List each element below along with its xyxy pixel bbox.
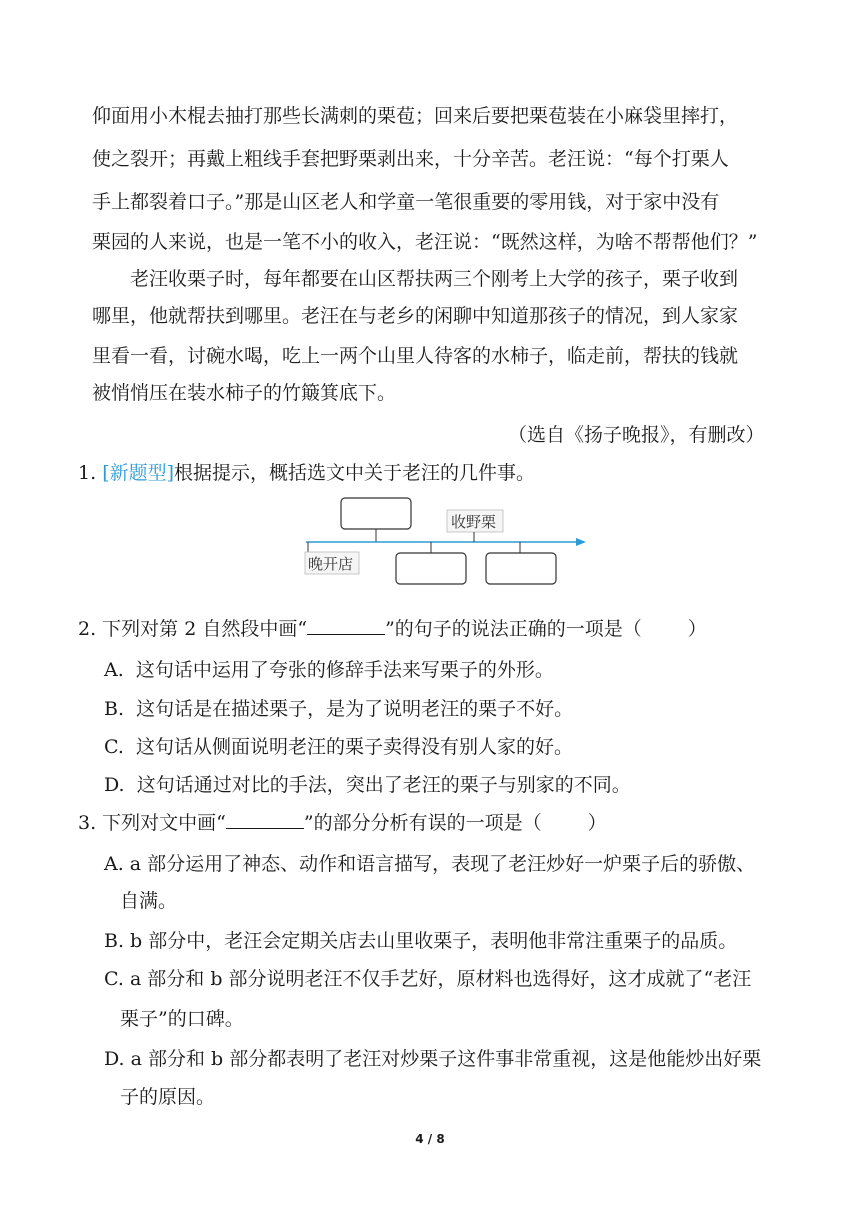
option-d-continued: 子的原因。 <box>120 1086 216 1108</box>
option-c-continued: 栗子”的口碑。 <box>120 1008 244 1030</box>
passage-line: 仰面用小木棍去抽打那些长满刺的栗苞；回来后要把栗苞装在小麻袋里摔打， <box>92 105 739 127</box>
question-1 <box>78 460 535 486</box>
passage-line: 栗园的人来说，也是一笔不小的收入，老汪说：“既然这样，为啥不帮帮他们？” <box>92 231 758 253</box>
option-a[interactable]: A. a 部分运用了神态、动作和语言描写，表现了老汪炒好一炉栗子后的骄傲、 <box>104 853 756 875</box>
passage-line: 里看一看，讨碗水喝，吃上一两个山里人待客的水柿子，临走前，帮扶的钱就 <box>92 345 739 367</box>
question-text: 2. 下列对第 2 自然段中画“ <box>78 618 308 640</box>
question-3: 3. 下列对文中画“ ”的部分分析有误的一项是（ ） <box>78 812 607 834</box>
timeline-label-left: 晚开店 <box>308 555 354 573</box>
passage-line: 使之裂开；再戴上粗线手套把野栗剥出来，十分辛苦。老汪说：“每个打栗人 <box>92 148 729 170</box>
option-c[interactable]: C. a 部分和 b 部分说明老汪不仅手艺好，原材料也选得好，这才成就了“老汪 <box>104 968 752 990</box>
answer-box-bottom-2[interactable] <box>486 553 556 584</box>
option-c[interactable]: C. 这句话从侧面说明老汪的栗子卖得没有别人家的好。 <box>104 736 574 758</box>
option-a-continued: 自满。 <box>120 890 178 912</box>
question-text: ”的部分分析有误的一项是（ <box>303 812 542 834</box>
passage-line: 老汪收栗子时，每年都要在山区帮扶两三个刚考上大学的孩子，栗子收到 <box>130 268 739 290</box>
new-type-tag: [新题型] <box>102 462 175 484</box>
timeline-arrow-icon <box>576 538 586 546</box>
underline-blank <box>307 616 385 635</box>
option-b[interactable]: B. 这句话是在描述栗子，是为了说明老汪的栗子不好。 <box>104 698 574 720</box>
option-a[interactable]: A. 这句话中运用了夸张的修辞手法来写栗子的外形。 <box>104 659 554 681</box>
passage-line: 手上都裂着口子。”那是山区老人和学童一笔很重要的零用钱，对于家中没有 <box>92 191 720 213</box>
timeline-label-right: 收野栗 <box>451 513 497 531</box>
question-text: 3. 下列对文中画“ <box>78 812 226 834</box>
timeline-diagram <box>0 494 860 594</box>
option-d[interactable]: D. 这句话通过对比的手法，突出了老汪的栗子与别家的不同。 <box>104 774 631 796</box>
underline-blank <box>226 810 304 829</box>
option-b[interactable]: B. b 部分中，老汪会定期关店去山里收栗子，表明他非常注重栗子的品质。 <box>104 930 738 952</box>
passage-source: （选自《扬子晚报》，有删改） <box>508 424 765 446</box>
page-number: 4 / 8 <box>415 1132 445 1146</box>
question-text: ”的句子的说法正确的一项是（ <box>385 618 642 640</box>
passage-line: 哪里，他就帮扶到哪里。老汪在与老乡的闲聊中知道那孩子的情况，到人家家 <box>92 305 739 327</box>
question-number: 1. <box>78 462 97 484</box>
question-2: 2. 下列对第 2 自然段中画“ ”的句子的说法正确的一项是（ ） <box>78 618 707 640</box>
answer-box-top[interactable] <box>341 498 411 529</box>
question-text: 根据提示，概括选文中关于老汪的几件事。 <box>174 462 536 484</box>
answer-box-bottom-1[interactable] <box>396 553 466 584</box>
passage-line: 被悄悄压在装水柿子的竹簸箕底下。 <box>92 382 397 404</box>
option-d[interactable]: D. a 部分和 b 部分都表明了老汪对炒栗子这件事非常重视，这是他能炒出好栗 <box>104 1048 762 1070</box>
